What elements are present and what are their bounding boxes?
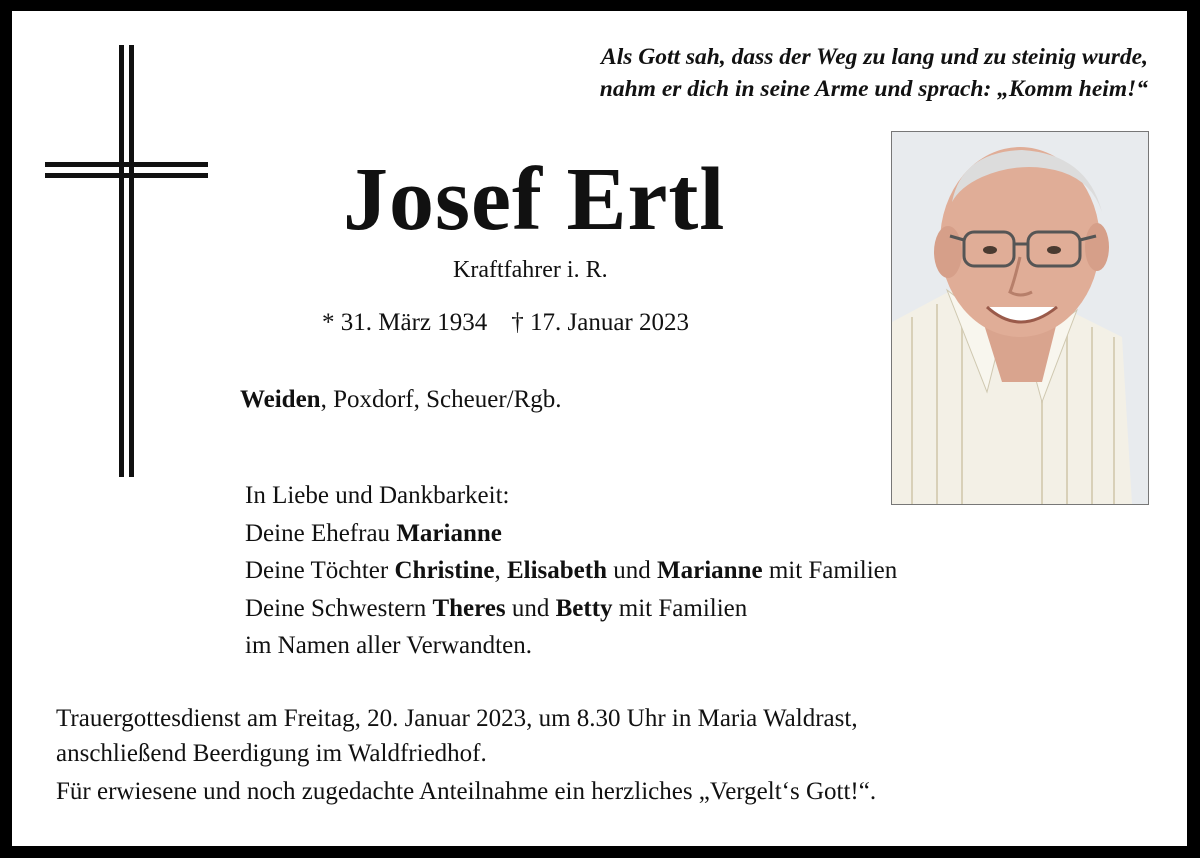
service-line-2: anschließend Beerdigung im Waldfriedhof. bbox=[56, 740, 487, 767]
daughters-and: und bbox=[607, 557, 658, 584]
death-date: † 17. Januar 2023 bbox=[511, 309, 689, 336]
daughter-name-1: Christine bbox=[394, 557, 495, 584]
motto-line-1: Als Gott sah, dass der Weg zu lang und zu steinig wurde, bbox=[601, 44, 1148, 70]
family-list bbox=[245, 477, 897, 665]
motto bbox=[600, 41, 1148, 105]
daughters-suffix: mit Familien bbox=[762, 557, 898, 584]
sisters-and: und bbox=[505, 594, 556, 622]
daughter-name-3: Marianne bbox=[657, 557, 763, 584]
daughters-prefix: Deine Töchter bbox=[245, 557, 395, 584]
birth-date: * 31. März 1934 bbox=[322, 309, 488, 336]
family-daughters bbox=[245, 552, 897, 590]
motto-line-2: nahm er dich in seine Arme und sprach: „Komm heim!“ bbox=[599, 76, 1148, 102]
family-wife bbox=[245, 515, 897, 553]
family-closing: im Namen aller Verwandten. bbox=[245, 632, 532, 659]
portrait-photo bbox=[891, 131, 1149, 505]
sisters-prefix: Deine Schwestern bbox=[245, 594, 433, 622]
daughter-name-2: Elisabeth bbox=[506, 557, 608, 584]
places bbox=[240, 386, 562, 414]
family-intro: In Liebe und Dankbarkeit: bbox=[245, 482, 510, 509]
daughters-separator: , bbox=[494, 557, 507, 584]
place-rest: , Poxdorf, Scheuer/Rgb. bbox=[320, 386, 562, 413]
deceased-name: Josef Ertl bbox=[343, 150, 726, 249]
wife-name: Marianne bbox=[396, 519, 502, 547]
cross-icon bbox=[45, 45, 208, 477]
portrait-illustration bbox=[892, 132, 1148, 504]
service-info bbox=[56, 701, 858, 771]
wife-prefix: Deine Ehefrau bbox=[245, 519, 397, 547]
sister-name-1: Theres bbox=[432, 594, 506, 622]
sister-name-2: Betty bbox=[555, 594, 613, 622]
obituary-card bbox=[12, 11, 1187, 846]
thanks-line: Für erwiesene und noch zugedachte Anteilnahme ein herzliches „Vergelt‘s Gott!“. bbox=[56, 778, 877, 805]
family-sisters bbox=[245, 590, 897, 628]
service-line-1: Trauergottesdienst am Freitag, 20. Januar 2023, um 8.30 Uhr in Maria Waldrast, bbox=[56, 705, 858, 732]
life-dates bbox=[322, 309, 689, 337]
sisters-suffix: mit Familien bbox=[612, 594, 748, 622]
place-main: Weiden bbox=[240, 386, 321, 413]
occupation: Kraftfahrer i. R. bbox=[453, 257, 608, 283]
